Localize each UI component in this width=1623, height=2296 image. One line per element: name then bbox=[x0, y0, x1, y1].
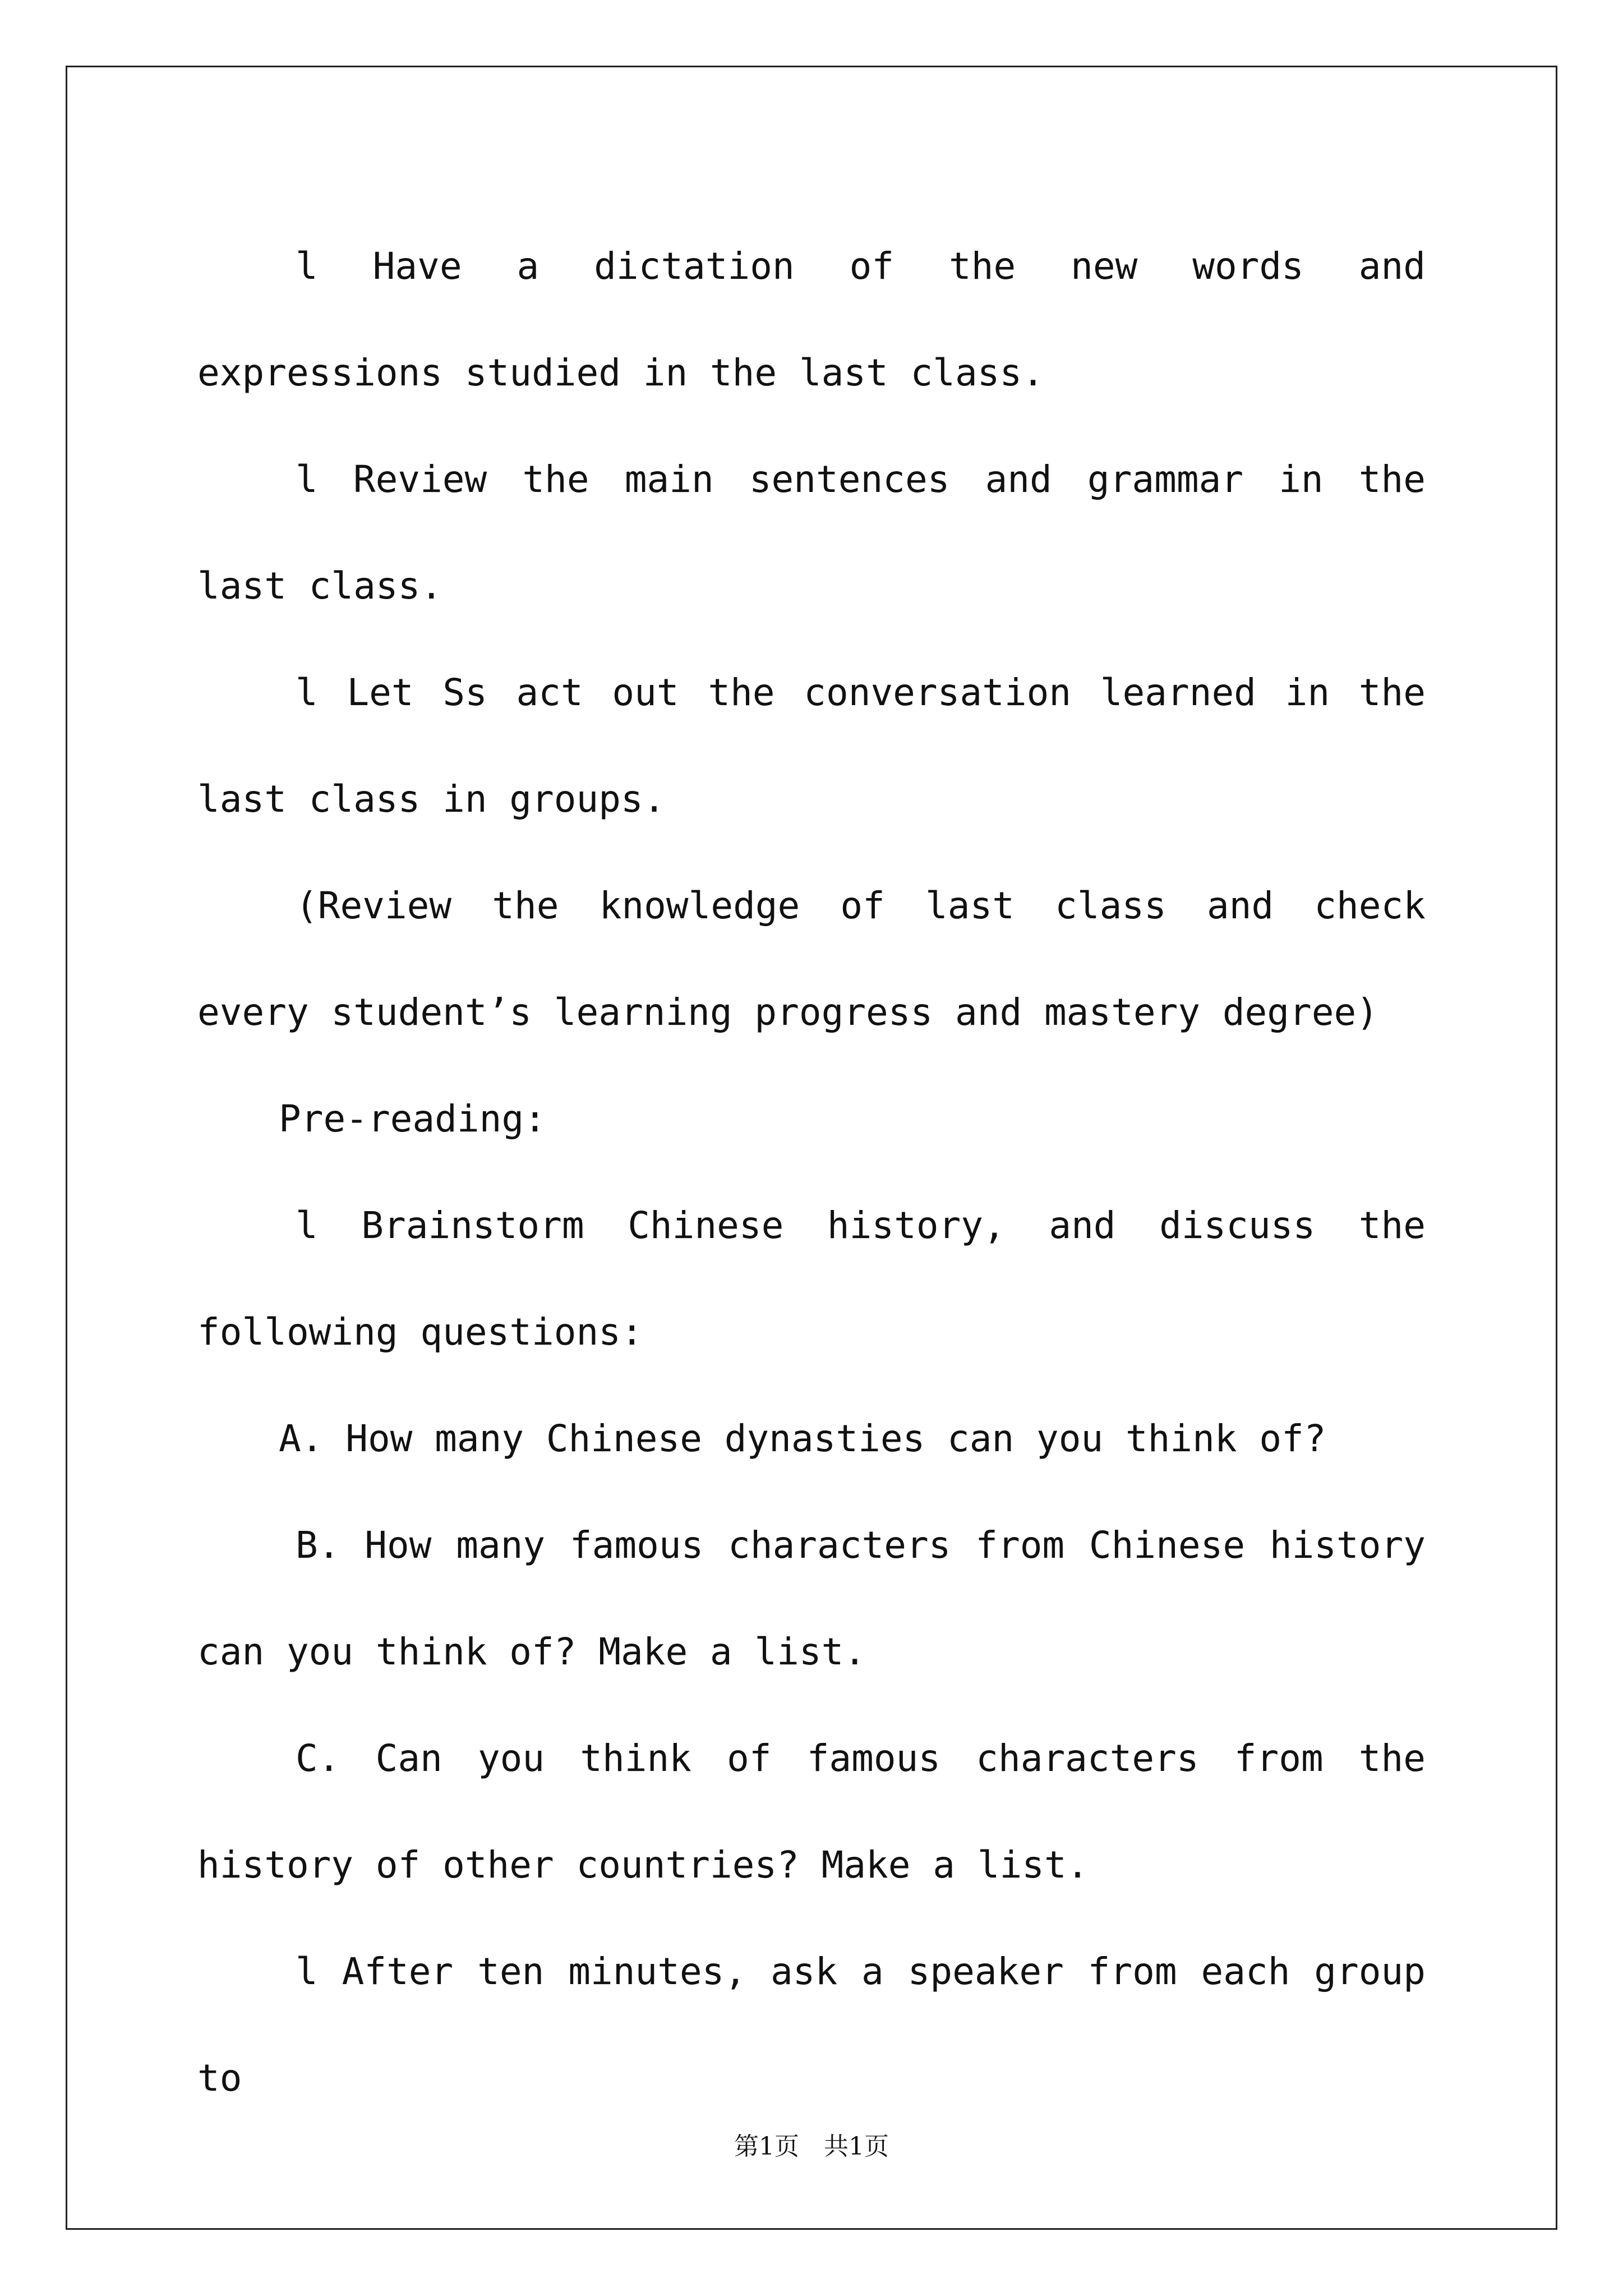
page-footer: 第1页 共1页 bbox=[734, 2132, 889, 2161]
question-a: A. How many Chinese dynasties can you think of? bbox=[279, 1417, 1326, 1460]
paragraph-act-out: l Let Ss act out the conversation learned in the last class in groups. bbox=[197, 671, 1426, 821]
paragraph-dictation: l Have a dictation of the new words and expressions studied in the last class. bbox=[197, 245, 1426, 394]
heading-pre-reading: Pre-reading: bbox=[279, 1097, 546, 1140]
question-b: B. How many famous characters from Chinese history can you think of? Make a list. bbox=[197, 1524, 1426, 1673]
paragraph-review-note: (Review the knowledge of last class and check every student’s learning progress and mastery degree) bbox=[197, 884, 1426, 1034]
paragraph-brainstorm: l Brainstorm Chinese history, and discuss the following questions: bbox=[197, 1204, 1426, 1354]
document-body bbox=[197, 213, 1426, 2132]
paragraph-after-ten-minutes: l After ten minutes, ask a speaker from each group to bbox=[197, 1950, 1426, 2100]
paragraph-review-sentences: l Review the main sentences and grammar in the last class. bbox=[197, 458, 1426, 608]
question-c: C. Can you think of famous characters from the history of other countries? Make a list. bbox=[197, 1737, 1426, 1887]
